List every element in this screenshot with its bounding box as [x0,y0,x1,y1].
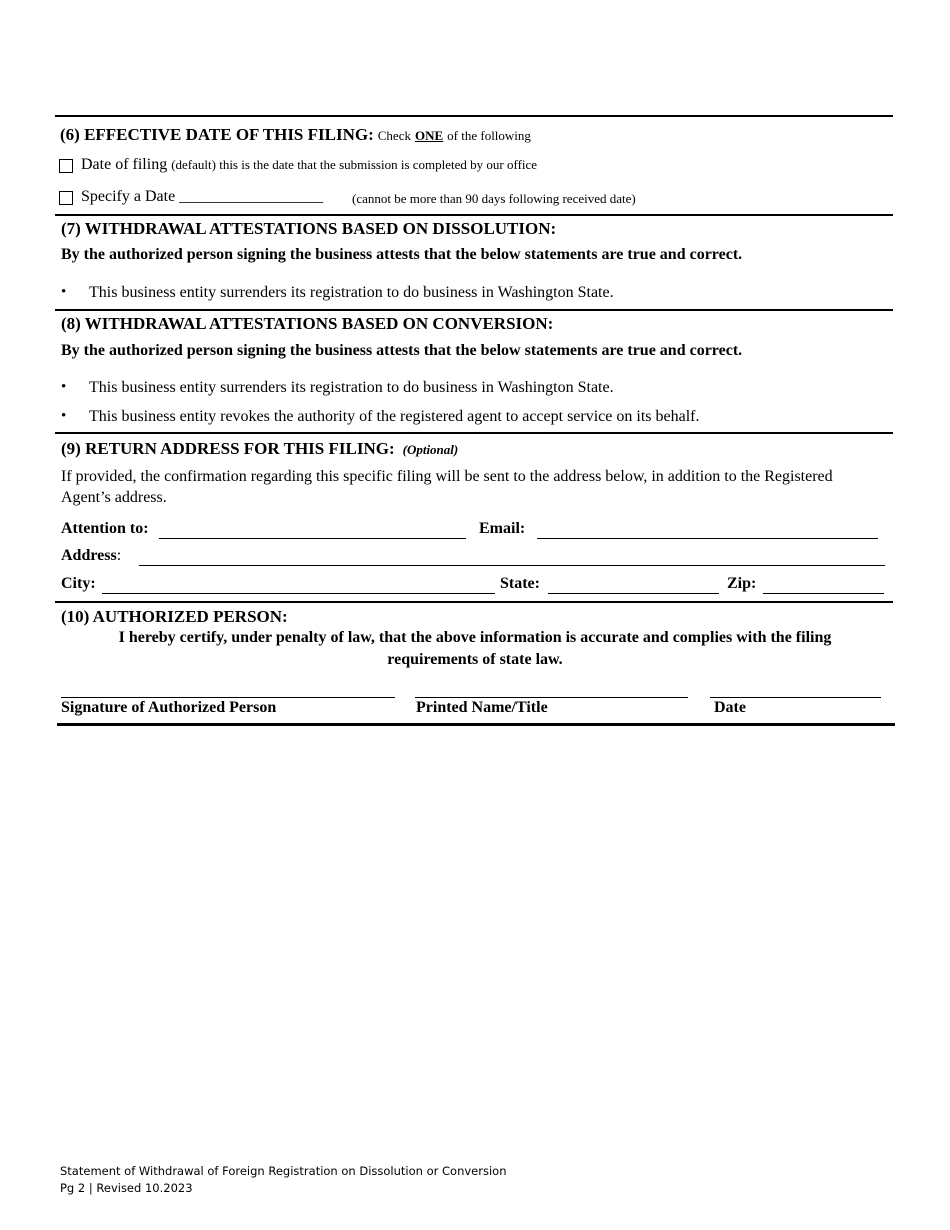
address-label: Address [61,547,117,564]
date-label: Date [714,699,746,716]
signature-label: Signature of Authorized Person [61,699,277,716]
email-label: Email: [479,520,526,537]
date-of-filing-note: (default) this is the date that the submission is completed by our office [171,157,538,172]
sec6-heading: (6) EFFECTIVE DATE OF THIS FILING: [60,125,374,144]
section-divider [55,601,893,603]
sec8-heading: (8) WITHDRAWAL ATTESTATIONS BASED ON CONVERSION: [61,314,554,333]
section-divider [55,309,893,311]
footer-title: Statement of Withdrawal of Foreign Registration on Dissolution or Conversion [60,1164,507,1178]
sec6-check-one: ONE [414,128,444,143]
specify-date-label[interactable]: Specify a Date __________________ [81,188,324,205]
printed-name-label: Printed Name/Title [416,699,548,716]
state-input[interactable] [548,593,719,594]
attention-label: Attention to: [61,520,149,537]
zip-label: Zip: [727,575,757,592]
footer-page: Pg 2 | Revised 10.2023 [60,1181,193,1195]
date-of-filing-label: Date of filing [81,156,168,173]
attention-input[interactable] [159,538,466,539]
bullet-icon: • [61,379,67,395]
sec9-heading: (9) RETURN ADDRESS FOR THIS FILING: [61,439,395,458]
sec10-heading: (10) AUTHORIZED PERSON: [61,607,288,626]
city-label: City: [61,575,96,592]
sec10-certify-line2: requirements of state law. [387,651,563,668]
sec6-heading-row [60,125,531,145]
sec8-attest: By the authorized person signing the business attests that the below statements are true and correct. [61,342,743,359]
section-divider [57,723,895,726]
sec8-bullet-2: This business entity revokes the authority of the registered agent to accept service on its behalf. [89,408,700,425]
printed-name-input[interactable] [415,697,688,698]
email-input[interactable] [537,538,878,539]
sec9-desc-line2: Agent’s address. [61,489,167,506]
sec6-opt1-row [81,156,537,174]
address-colon: : [116,547,122,564]
sec6-check-post: of the following [447,128,531,143]
specify-date-checkbox[interactable] [59,191,73,205]
sec9-optional: (Optional) [402,442,459,457]
section-divider [55,115,893,117]
sec10-certify-line1: I hereby certify, under penalty of law, that the above information is accurate and complies with the filing [118,629,832,646]
sec9-heading-row [61,439,458,459]
sec7-bullet-1: This business entity surrenders its registration to do business in Washington State. [89,284,614,301]
bullet-icon: • [61,408,67,424]
date-input[interactable] [710,697,881,698]
sec8-bullet-1: This business entity surrenders its registration to do business in Washington State. [89,379,614,396]
signature-input[interactable] [61,697,395,698]
address-input[interactable] [139,565,885,566]
address-label-row [61,547,121,565]
city-input[interactable] [102,593,495,594]
zip-input[interactable] [763,593,884,594]
sec9-desc-line1: If provided, the confirmation regarding this specific filing will be sent to the address below, in addition to the Registered [61,468,833,485]
specify-date-note: (cannot be more than 90 days following received date) [352,191,636,206]
section-divider [55,432,893,434]
bullet-icon: • [61,284,67,300]
sec7-heading: (7) WITHDRAWAL ATTESTATIONS BASED ON DISSOLUTION: [61,219,557,238]
date-of-filing-checkbox[interactable] [59,159,73,173]
section-divider [55,214,893,216]
sec7-attest: By the authorized person signing the business attests that the below statements are true and correct. [61,246,743,263]
state-label: State: [500,575,540,592]
sec6-check-pre: Check [377,128,411,143]
